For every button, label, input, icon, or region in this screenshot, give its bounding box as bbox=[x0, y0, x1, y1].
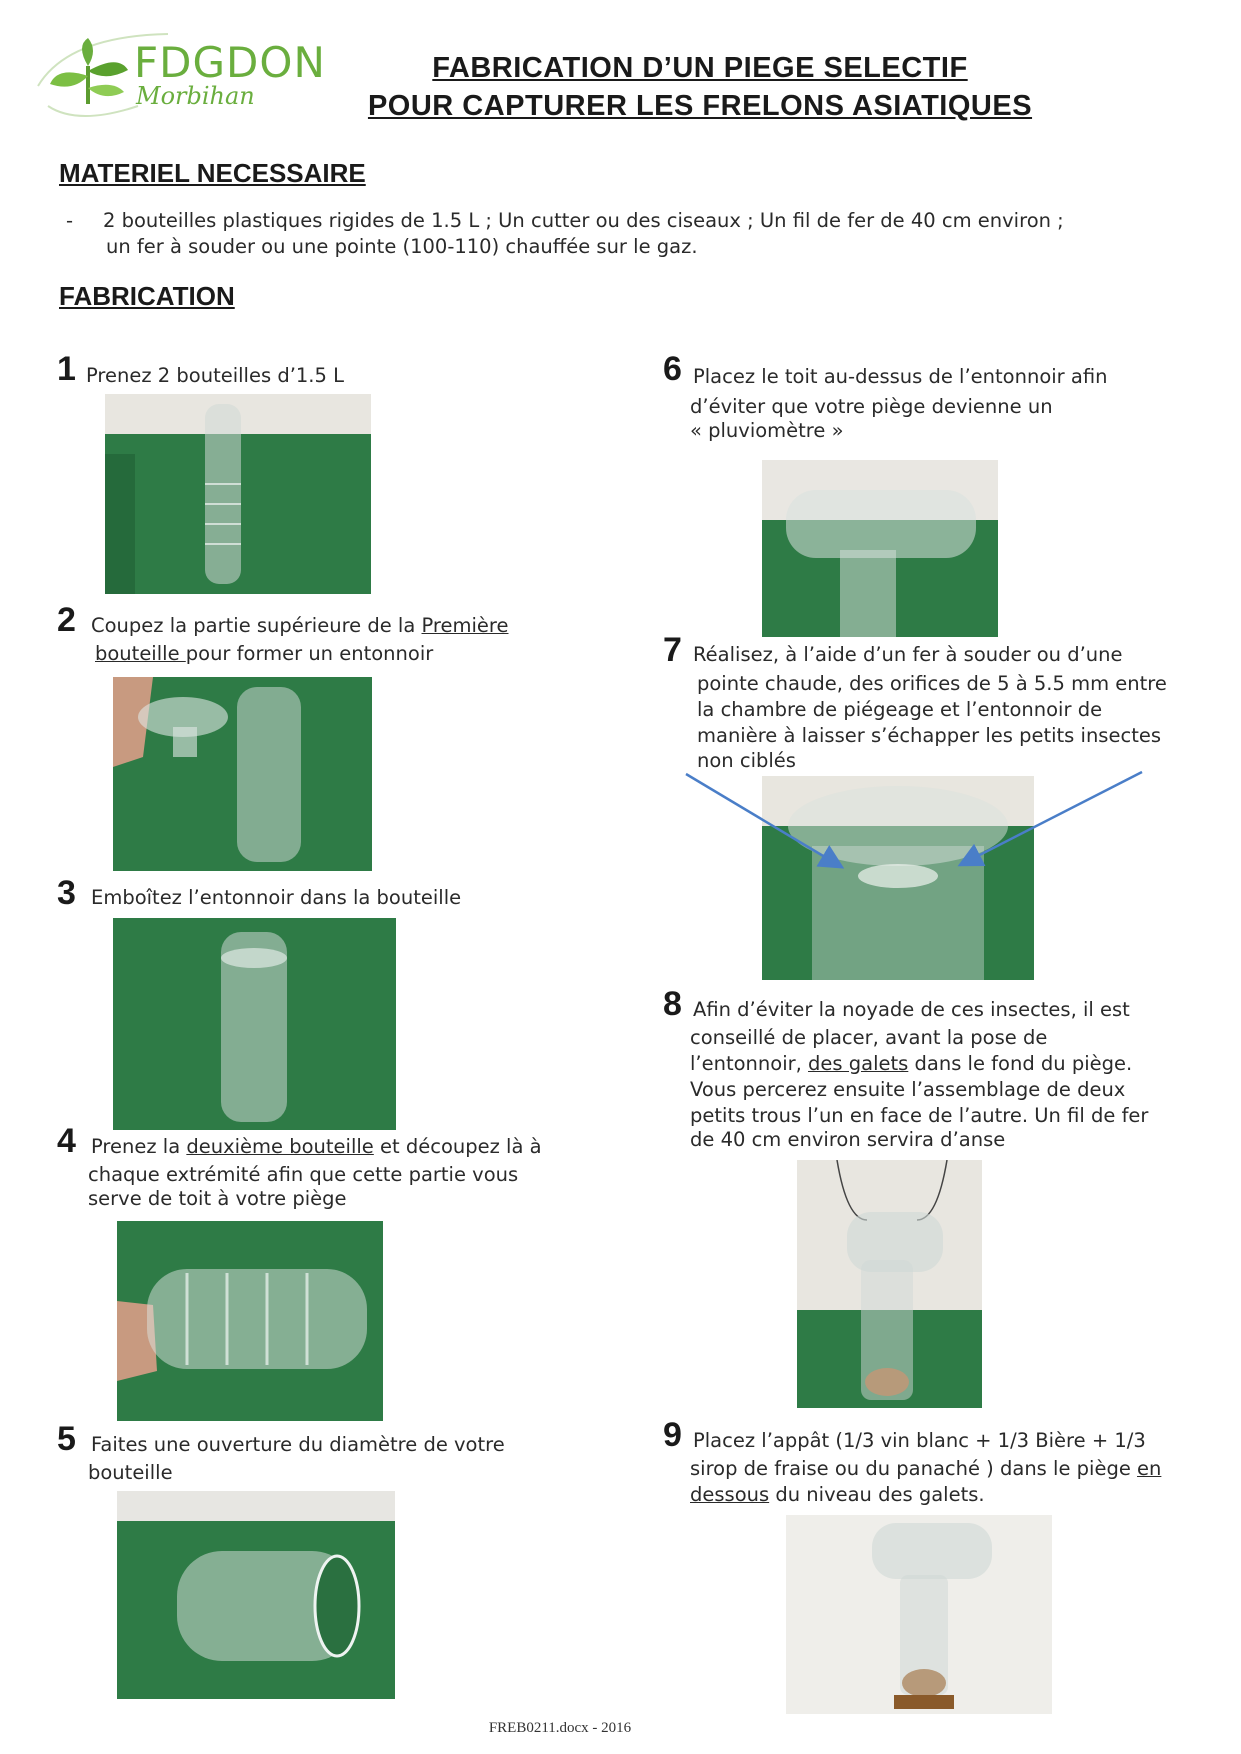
step-6-line-1: Placez le toit au-dessus de l’entonnoir afin bbox=[693, 365, 1108, 388]
step-9-text-a: sirop de fraise ou du panaché ) dans le piège bbox=[690, 1457, 1138, 1480]
step-2-number: 2 bbox=[57, 601, 76, 639]
step-8-line-2: conseillé de placer, avant la pose de bbox=[690, 1026, 1048, 1049]
step-2-line-2 bbox=[95, 641, 433, 667]
step-9-underline-1: en bbox=[1137, 1457, 1162, 1480]
step-2-line-1 bbox=[91, 613, 509, 639]
step-9-text-b: du niveau des galets. bbox=[769, 1483, 985, 1506]
title-line-1: FABRICATION D’UN PIEGE SELECTIF bbox=[432, 52, 968, 84]
step-5-line-1: Faites une ouverture du diamètre de votre bbox=[91, 1433, 505, 1456]
step-8-line-5: petits trous l’un en face de l’autre. Un fil de fer bbox=[690, 1104, 1149, 1127]
step-9-line-3 bbox=[690, 1482, 985, 1508]
materiel-line-2: un fer à souder ou une pointe (100-110) chauffée sur le gaz. bbox=[106, 235, 698, 258]
materiel-heading: MATERIEL NECESSAIRE bbox=[59, 158, 366, 188]
step-7-line-2: pointe chaude, des orifices de 5 à 5.5 mm entre bbox=[697, 672, 1167, 695]
step-5-number: 5 bbox=[57, 1420, 76, 1458]
step-3-text: Emboîtez l’entonnoir dans la bouteille bbox=[91, 886, 462, 909]
fabrication-heading: FABRICATION bbox=[59, 281, 235, 311]
step-7-line-1: Réalisez, à l’aide d’un fer à souder ou d’une bbox=[693, 643, 1123, 666]
step-3-number: 3 bbox=[57, 874, 76, 912]
step-8-line-3 bbox=[690, 1051, 1132, 1077]
step-1-number: 1 bbox=[57, 350, 76, 388]
logo-name: FDGDON bbox=[134, 38, 326, 87]
step-8-line-4: Vous percerez ensuite l’assemblage de deux bbox=[690, 1078, 1126, 1101]
step-5-line-2: bouteille bbox=[88, 1461, 173, 1484]
step-9-number: 9 bbox=[663, 1416, 682, 1454]
step-4-photo bbox=[117, 1221, 383, 1421]
step-7-number: 7 bbox=[663, 631, 682, 669]
step-4-number: 4 bbox=[57, 1122, 76, 1160]
step-6-line-2: d’éviter que votre piège devienne un bbox=[690, 395, 1053, 418]
step-4-text-a: Prenez la bbox=[91, 1135, 187, 1158]
step-6-number: 6 bbox=[663, 350, 682, 388]
materiel-bullet: - bbox=[66, 209, 74, 232]
step-6-line-3: « pluviomètre » bbox=[690, 419, 844, 442]
arrows-icon bbox=[680, 760, 1150, 870]
step-2-underline-2: bouteille bbox=[95, 642, 186, 665]
step-8-line-6: de 40 cm environ servira d’anse bbox=[690, 1128, 1006, 1151]
step-9-line-2 bbox=[690, 1456, 1161, 1482]
step-2-photo bbox=[113, 677, 372, 871]
step-2-underline-1: Première bbox=[421, 614, 509, 637]
step-7-line-3: la chambre de piégeage et l’entonnoir de bbox=[697, 698, 1103, 721]
step-6-photo bbox=[762, 460, 998, 637]
materiel-line-1: 2 bouteilles plastiques rigides de 1.5 L ; Un cutter ou des ciseaux ; Un fil de fer de 40 cm environ ; bbox=[103, 209, 1064, 232]
footer: FREB0211.docx - 2016 bbox=[488, 1720, 632, 1736]
title-line-2: POUR CAPTURER LES FRELONS ASIATIQUES bbox=[367, 90, 1033, 122]
step-4-line-2: chaque extrémité afin que cette partie vous bbox=[88, 1163, 519, 1186]
step-8-number: 8 bbox=[663, 985, 682, 1023]
step-7-line-4: manière à laisser s’échapper les petits insectes bbox=[697, 724, 1161, 747]
step-8-underline: des galets bbox=[808, 1052, 909, 1075]
step-8-text-a: l’entonnoir, bbox=[690, 1052, 809, 1075]
step-1-text: Prenez 2 bouteilles d’1.5 L bbox=[86, 364, 344, 387]
step-4-line-1 bbox=[91, 1134, 542, 1160]
step-8-line-1: Afin d’éviter la noyade de ces insectes, il est bbox=[693, 998, 1130, 1021]
step-9-line-1: Placez l’appât (1/3 vin blanc + 1/3 Bière + 1/3 bbox=[693, 1429, 1146, 1452]
step-1-photo bbox=[105, 394, 371, 594]
step-7-line-5: non ciblés bbox=[697, 749, 796, 772]
step-9-photo bbox=[786, 1515, 1052, 1714]
logo-subtitle: Morbihan bbox=[136, 82, 255, 110]
step-5-photo bbox=[117, 1491, 395, 1699]
step-3-photo bbox=[113, 918, 396, 1130]
step-8-photo bbox=[797, 1160, 982, 1408]
step-4-line-3: serve de toit à votre piège bbox=[88, 1187, 347, 1210]
step-2-text-a: Coupez la partie supérieure de la bbox=[91, 614, 422, 637]
step-9-underline-2: dessous bbox=[690, 1483, 770, 1506]
step-8-text-b: dans le fond du piège. bbox=[908, 1052, 1133, 1075]
step-4-text-b: et découpez là à bbox=[373, 1135, 542, 1158]
step-2-text-b: pour former un entonnoir bbox=[185, 642, 434, 665]
step-4-underline: deuxième bouteille bbox=[186, 1135, 374, 1158]
